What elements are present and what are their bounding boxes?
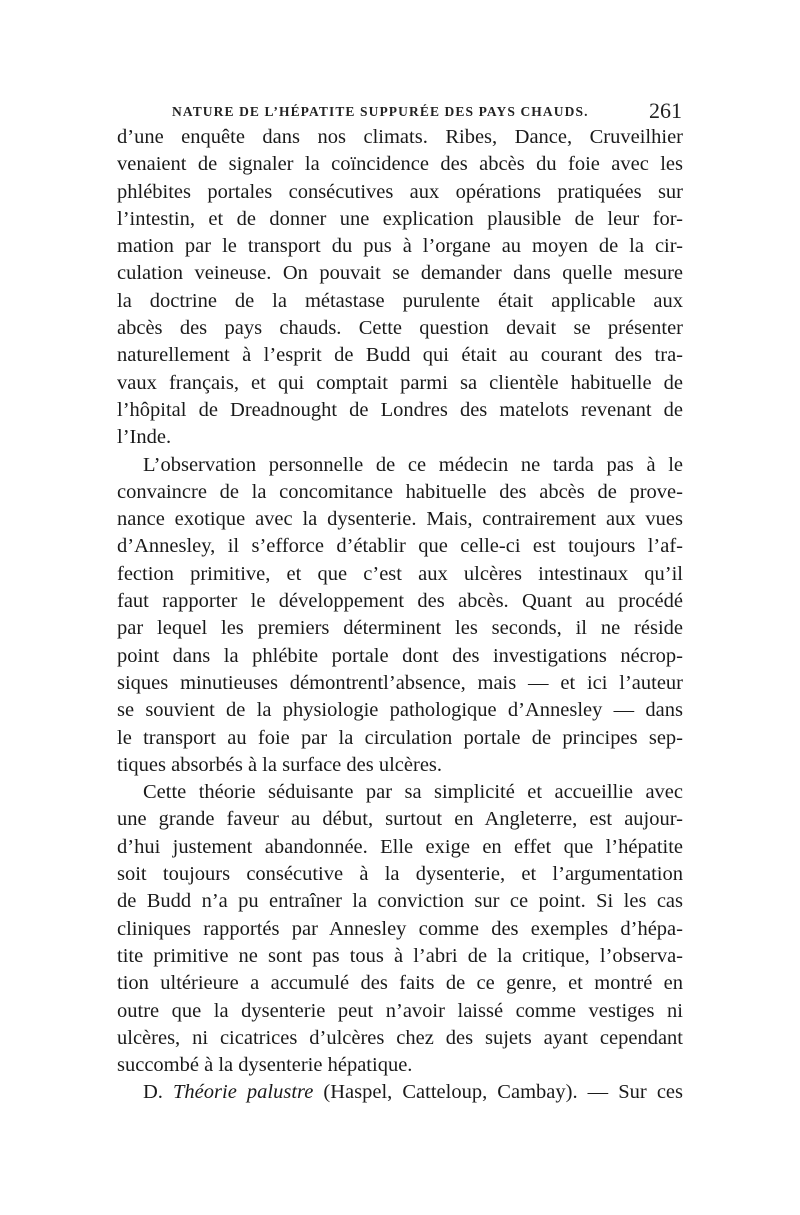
text-line: venaient de signaler la coïncidence des abcès du foie avec les [117,153,683,176]
text-line: abcès des pays chauds. Cette question devait se présenter [117,317,683,340]
text-line: tion ultérieure a accumulé des faits de ce genre, et montré en [117,972,683,995]
section-heading [117,1079,683,1106]
text-line: se souvient de la physiologie pathologique d’Annesley — dans [117,699,683,722]
body-text [117,124,683,1107]
text-line: la doctrine de la métastase purulente était applicable aux [117,289,683,312]
text-line: une grande faveur au début, surtout en Angleterre, est aujour- [117,808,683,831]
text-line: d’Annesley, il s’efforce d’établir que celle-ci est toujours l’af- [117,535,683,558]
text-line: l’hôpital de Dreadnought de Londres des matelots revenant de [117,398,683,421]
section-label: D. [143,1081,163,1104]
text-line: le transport au foie par la circulation portale de principes sep- [117,726,683,749]
section-title: Théorie palustre [173,1081,314,1104]
text-line: de Budd n’a pu entraîner la conviction sur ce point. Si les cas [117,890,683,913]
text-line: tiques absorbés à la surface des ulcères. [117,753,443,776]
text-line: siques minutieuses démontrentl’absence, mais — et ici l’auteur [117,671,683,694]
text-line: point dans la phlébite portale dont des investigations nécrop- [117,644,683,667]
text-line: d’hui justement abandonnée. Elle exige en effet que l’hépatite [117,835,683,858]
text-line: cliniques rapportés par Annesley comme des exemples d’hépa- [117,917,683,940]
text-line: soit toujours consécutive à la dysenterie, et l’argumentation [117,863,683,886]
text-line: tite primitive ne sont pas tous à l’abri de la critique, l’observa- [117,944,683,967]
text-line: convaincre de la concomitance habituelle des abcès de prove- [117,480,683,503]
text-line: succombé à la dysenterie hépatique. [117,1054,413,1077]
text-line: L’observation personnelle de ce médecin ne tarda pas à le [143,453,683,476]
page-number: 261 [649,98,682,123]
text-line: nance exotique avec la dysenterie. Mais, contrairement aux vues [117,508,683,531]
section-rest: (Haspel, Catteloup, Cambay). — Sur ces [323,1081,683,1104]
text-line: fection primitive, et que c’est aux ulcères intestinaux qu’il [117,562,683,585]
text-line: mation par le transport du pus à l’organe au moyen de la cir- [117,235,683,258]
text-line: d’une enquête dans nos climats. Ribes, Dance, Cruveilhier [117,126,683,148]
page-header [117,96,684,126]
text-line: culation veineuse. On pouvait se demander dans quelle mesure [117,262,683,285]
text-line: faut rapporter le développement des abcès. Quant au procédé [117,590,683,613]
running-title: NATURE DE L’HÉPATITE SUPPURÉE DES PAYS CHAUDS. [172,104,589,119]
text-line: par lequel les premiers déterminent les seconds, il ne réside [117,617,683,640]
text-line: ulcères, ni cicatrices d’ulcères chez des sujets ayant cependant [117,1026,683,1049]
text-line: l’intestin, et de donner une explication plausible de leur for- [117,207,683,230]
text-line: Cette théorie séduisante par sa simplicité et accueillie avec [143,781,683,804]
text-line: naturellement à l’esprit de Budd qui était au courant des tra- [117,344,683,367]
text-line: phlébites portales consécutives aux opérations pratiquées sur [117,180,683,203]
text-line: outre que la dysenterie peut n’avoir laissé comme vestiges ni [117,999,683,1022]
text-line: l’Inde. [117,426,172,449]
text-line: vaux français, et qui comptait parmi sa clientèle habituelle de [117,371,683,394]
